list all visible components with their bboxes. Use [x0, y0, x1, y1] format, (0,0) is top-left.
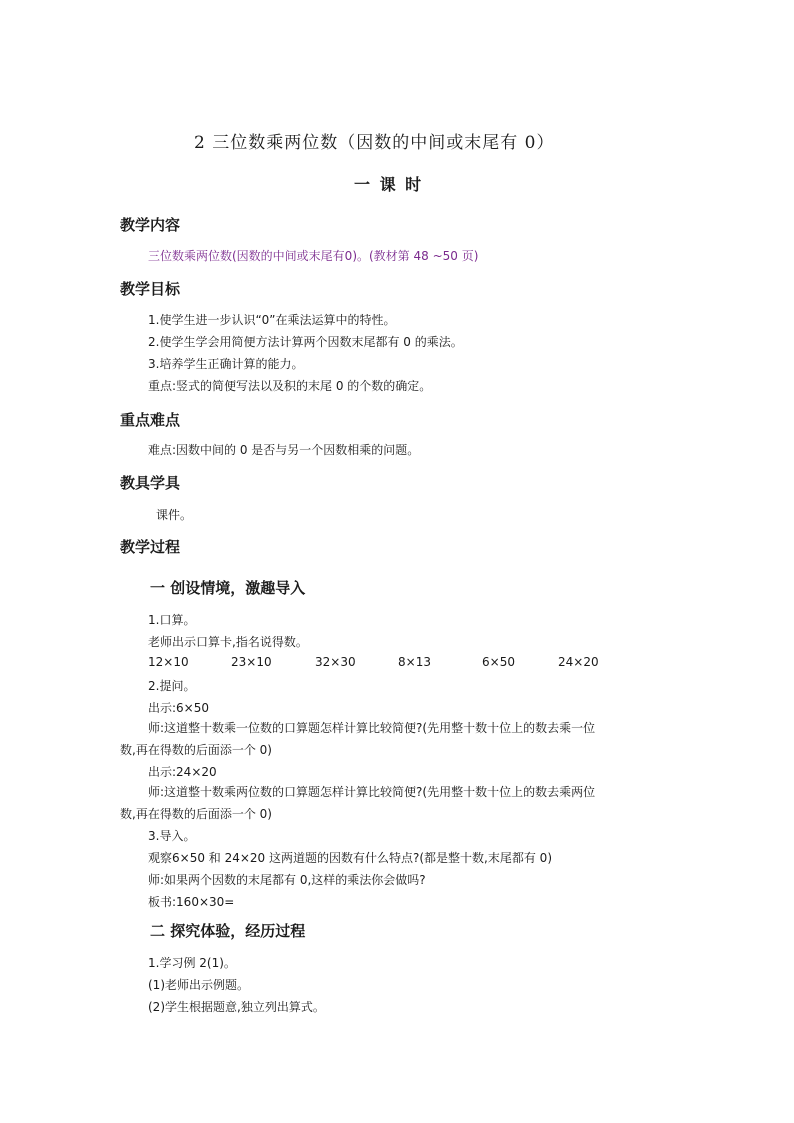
goal-2: 2.使学生学会用简便方法计算两个因数末尾都有 0 的乘法。 — [148, 335, 463, 349]
tools-text: 课件。 — [156, 508, 193, 522]
part1-step-1-text: 老师出示口算卡,指名说得数。 — [148, 635, 308, 649]
teacher-ask: 师:如果两个因数的末尾都有 0,这样的乘法你会做吗? — [148, 873, 426, 887]
oral-item: 23×10 — [231, 655, 272, 669]
process-heading: 教学过程 — [120, 538, 181, 556]
goal-1: 1.使学生进一步认识“0”在乘法运算中的特性。 — [148, 313, 396, 327]
oral-item: 24×20 — [558, 655, 599, 669]
part1-step-1: 1.口算。 — [148, 613, 196, 627]
oral-item: 32×30 — [315, 655, 356, 669]
part2-heading: 二 探究体验，经历过程 — [150, 922, 306, 940]
part2-sub-1: (1)老师出示例题。 — [148, 978, 249, 992]
show-2: 出示:24×20 — [148, 765, 217, 779]
board-text: 板书:160×30= — [148, 895, 235, 909]
show-1: 出示:6×50 — [148, 701, 210, 715]
part1-step-2: 2.提问。 — [148, 679, 196, 693]
part2-step-1: 1.学习例 2(1)。 — [148, 956, 236, 970]
observe-text: 观察6×50 和 24×20 这两道题的因数有什么特点?(都是整十数,末尾都有 0) — [148, 851, 552, 865]
part1-heading: 一 创设情境，激趣导入 — [150, 579, 306, 597]
goal-3: 3.培养学生正确计算的能力。 — [148, 357, 304, 371]
goals-heading: 教学目标 — [120, 280, 181, 298]
part2-sub-2: (2)学生根据题意,独立列出算式。 — [148, 1000, 325, 1014]
oral-item: 6×50 — [482, 655, 515, 669]
content-text: 三位数乘两位数(因数的中间或末尾有0)。(教材第 48 ~50 页) — [148, 249, 479, 263]
oral-item: 8×13 — [398, 655, 431, 669]
lesson-label: 一 课 时 — [354, 175, 424, 194]
oral-list — [148, 655, 599, 669]
key-point: 重点:竖式的简便写法以及积的末尾 0 的个数的确定。 — [148, 379, 432, 393]
tools-heading: 教具学具 — [120, 474, 181, 492]
question-2-line-2: 数,再在得数的后面添一个 0) — [120, 807, 272, 821]
question-1-line-1: 师:这道整十数乘一位数的口算题怎样计算比较简便?(先用整十数十位上的数去乘一位 — [148, 721, 596, 735]
content-heading: 教学内容 — [120, 216, 181, 234]
difficulty-text: 难点:因数中间的 0 是否与另一个因数相乘的问题。 — [148, 443, 420, 457]
part1-step-3: 3.导入。 — [148, 829, 196, 843]
question-1-line-2: 数,再在得数的后面添一个 0) — [120, 743, 272, 757]
oral-item: 12×10 — [148, 655, 189, 669]
difficulty-heading: 重点难点 — [120, 411, 181, 429]
page-title: 2 三位数乘两位数（因数的中间或末尾有 0） — [194, 133, 555, 153]
question-2-line-1: 师:这道整十数乘两位数的口算题怎样计算比较简便?(先用整十数十位上的数去乘两位 — [148, 785, 596, 799]
